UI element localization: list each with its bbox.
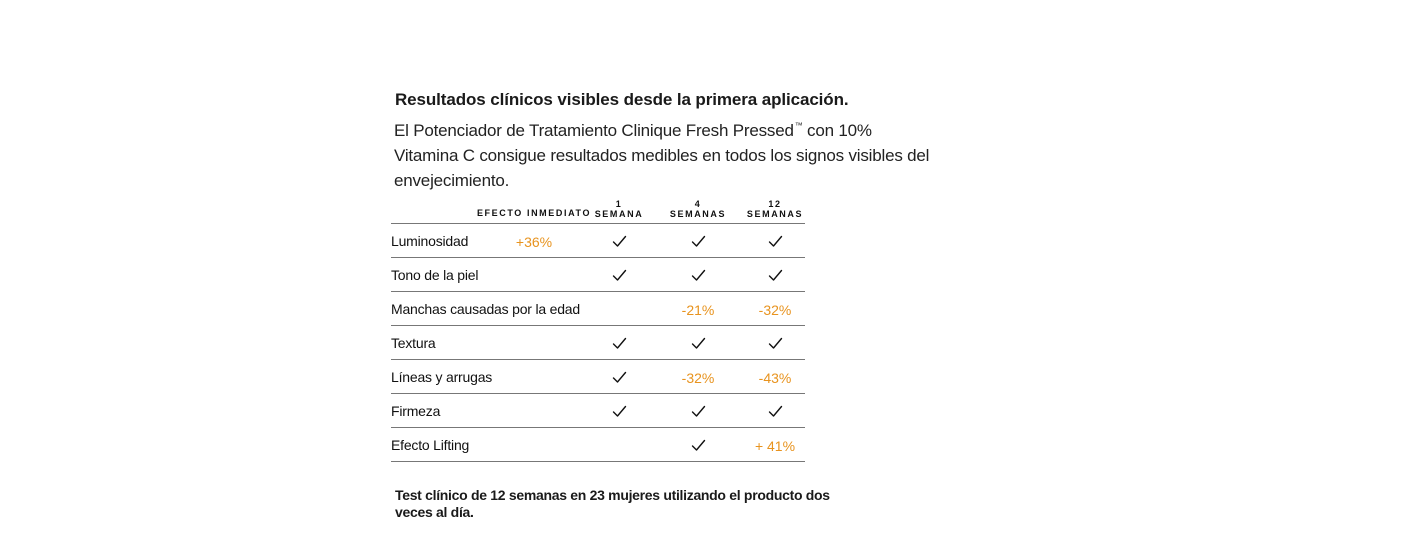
check-icon: [612, 269, 627, 282]
column-header-4: [715, 199, 835, 219]
intro-text: [394, 113, 934, 193]
check-icon: [768, 269, 783, 282]
check-icon: [691, 405, 706, 418]
percentage-value: -43%: [758, 370, 792, 386]
intro-part1: El Potenciador de Tratamiento Clinique Fresh Pressed: [394, 121, 794, 140]
row-label: Líneas y arrugas: [391, 369, 493, 385]
check-icon: [612, 337, 627, 350]
check-icon: [691, 269, 706, 282]
check-icon: [691, 337, 706, 350]
row-label: Manchas causadas por la edad: [391, 301, 580, 317]
percentage-value: -32%: [681, 370, 715, 386]
column-header-line2: SEMANAS: [746, 209, 804, 219]
table-row: [391, 427, 805, 462]
check-cell: [668, 235, 728, 255]
page-title: Resultados clínicos visibles desde la primera aplicación.: [395, 90, 849, 109]
row-label: Tono de la piel: [391, 267, 479, 283]
check-cell: [589, 405, 649, 425]
row-label: Textura: [391, 335, 436, 351]
percentage-value: -21%: [681, 302, 715, 318]
table-row: [391, 257, 805, 291]
column-header-line2: SEMANAS: [669, 209, 727, 219]
row-label: Efecto Lifting: [391, 437, 470, 453]
check-cell: [745, 405, 805, 425]
table-row: [391, 291, 805, 325]
trademark-symbol: ™: [794, 121, 803, 130]
row-label: Firmeza: [391, 403, 441, 419]
check-cell: [668, 337, 728, 357]
footnote: Test clínico de 12 semanas en 23 mujeres utilizando el producto dos veces al día.: [395, 487, 830, 520]
check-cell: [589, 269, 649, 289]
check-icon: [612, 371, 627, 384]
check-cell: [668, 405, 728, 425]
check-cell: [745, 269, 805, 289]
check-cell: [589, 235, 649, 255]
check-cell: [745, 337, 805, 357]
check-icon: [768, 405, 783, 418]
table-row: [391, 223, 805, 257]
check-cell: [589, 337, 649, 357]
check-cell: [668, 439, 728, 459]
percentage-value: + 41%: [754, 438, 796, 454]
percentage-value: +36%: [515, 234, 553, 250]
column-header-line2: SEMANA: [594, 209, 644, 219]
check-icon: [768, 337, 783, 350]
column-header-line1: 1: [615, 199, 623, 209]
check-cell: [745, 235, 805, 255]
check-cell: [589, 371, 649, 391]
check-icon: [691, 235, 706, 248]
check-icon: [768, 235, 783, 248]
table-row: [391, 393, 805, 427]
percentage-value: -32%: [758, 302, 792, 318]
table-row: [391, 359, 805, 393]
check-cell: [668, 269, 728, 289]
intro-part2: con 10% Vitamina C consigue resultados medibles en todos los signos visibles del envejecimiento.: [394, 121, 930, 190]
check-icon: [691, 439, 706, 452]
table-row: [391, 325, 805, 359]
row-label: Luminosidad: [391, 233, 469, 249]
column-header-line1: EFECTO INMEDIATO: [476, 208, 592, 218]
column-header-line1: 4: [694, 199, 702, 209]
check-icon: [612, 405, 627, 418]
column-header-line1: 12: [768, 199, 782, 209]
check-icon: [612, 235, 627, 248]
